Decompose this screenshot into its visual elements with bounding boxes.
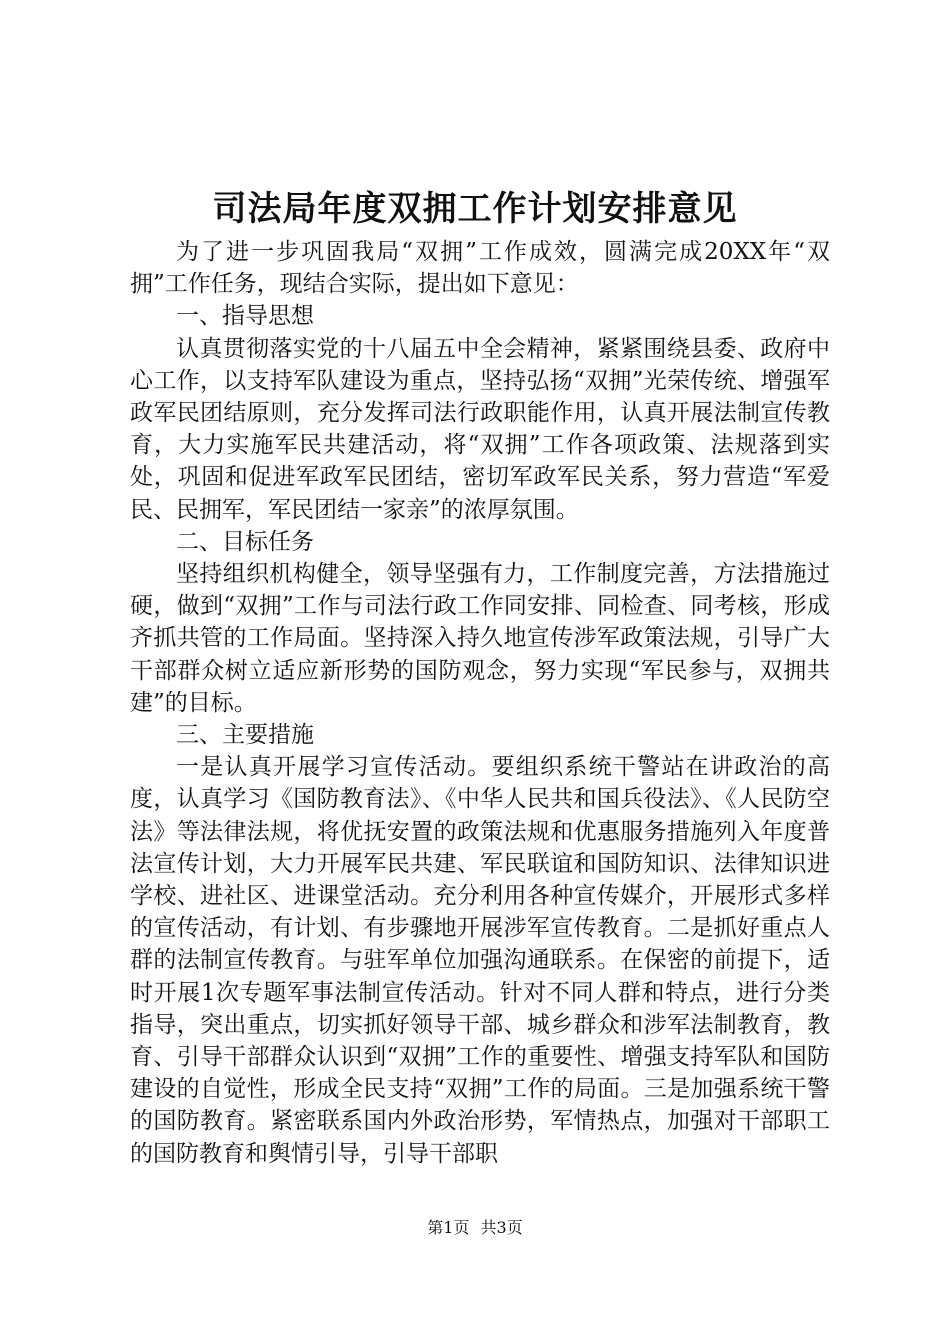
document-body [130, 236, 830, 1170]
page-total: 共3页 [480, 1218, 523, 1237]
goals-paragraph: 坚持组织机构健全，领导坚强有力，工作制度完善，方法措施过硬，做到“双拥”工作与司法行政工作同安排、同检查、同考核，形成齐抓共管的工作局面。坚持深入持久地宣传涉军政策法规，引导广大干部群众树立适应新形势的国防观念，努力实现“军民参与，双拥共建”的目标。 [130, 561, 830, 716]
intro-paragraph: 为了进一步巩固我局“双拥”工作成效，圆满完成20XX年“双拥”工作任务，现结合实际，提出如下意见： [130, 239, 830, 298]
document-title: 司法局年度双拥工作计划安排意见 [212, 189, 738, 229]
section-heading-goals: 二、目标任务 [176, 528, 314, 555]
measures-paragraph: 一是认真开展学习宣传活动。要组织系统干警站在讲政治的高度，认真学习《国防教育法》、《中华人民共和国兵役法》、《人民防空法》等法律法规，将优抚安置的政策法规和优惠服务措施列入年度普法宣传计划，大力开展军民共建、军民联谊和国防知识、法律知识进学校、进社区、进课堂活动。充分利用各种宣传媒介，开展形式多样的宣传活动，有计划、有步骤地开展涉军宣传教育。二是抓好重点人群的法制宣传教育。与驻军单位加强沟通联系。在保密的前提下，适时开展1次专题军事法制宣传活动。针对不同人群和特点，进行分类指导，突出重点，切实抓好领导干部、城乡群众和涉军法制教育，教育、引导干部群众认识到“双拥”工作的重要性、增强支持军队和国防建设的自觉性，形成全民支持“双拥”工作的局面。三是加强系统干警的国防教育。紧密联系国内外政治形势，军情热点，加强对干部职工的国防教育和舆情引导，引导干部职 [130, 754, 830, 1167]
page-footer [0, 1216, 950, 1240]
page-number: 第1页 [427, 1218, 470, 1237]
section-heading-guiding-ideology: 一、指导思想 [176, 303, 314, 330]
guiding-ideology-paragraph: 认真贯彻落实党的十八届五中全会精神，紧紧围绕县委、政府中心工作，以支持军队建设为重点，坚持弘扬“双拥”光荣传统、增强军政军民团结原则，充分发挥司法行政职能作用，认真开展法制宣传教育，大力实施军民共建活动，将“双拥”工作各项政策、法规落到实处，巩固和促进军政军民团结，密切军政军民关系，努力营造“军爱民、民拥军，军民团结一家亲”的浓厚氛围。 [130, 335, 830, 523]
section-heading-measures: 三、主要措施 [176, 722, 314, 749]
